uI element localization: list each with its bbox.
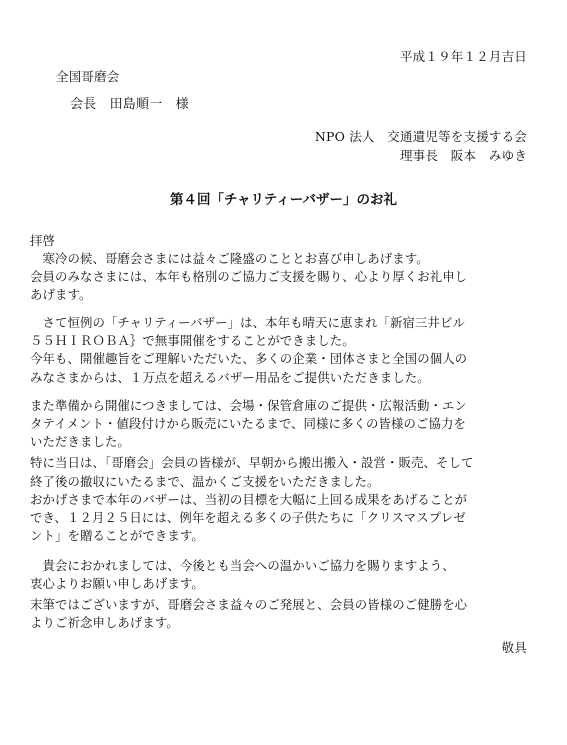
body-line: さて恒例の「チャリティーバザー」は、本年も晴天に恵まれ「新宿三井ビル xyxy=(30,315,465,330)
body-line: また準備から開催につきましては、会場・保管倉庫のご提供・広報活動・エン xyxy=(30,398,467,413)
body-line: 終了後の撤収にいたるまで、温かくご支援をいただきました。 xyxy=(30,474,380,489)
closing: 敬具 xyxy=(501,640,527,655)
body-line: 拝啓 xyxy=(30,233,55,248)
recipient-organization: 全国哥磨会 xyxy=(56,69,120,84)
body-line: ５５ＨＩＲＯＢＡ｝で無事開催をすることができました。 xyxy=(30,333,355,348)
body-line: 末筆ではございますが、哥磨会さま益々のご発展と、会員の皆様のご健勝を心 xyxy=(30,597,468,612)
body-line: 特に当日は、「哥磨会」会員の皆様が、早朝から搬出搬入・設営・販売、そして xyxy=(30,455,474,470)
body-line: おかげさまで本年のバザーは、当初の目標を大幅に上回る成果をあげることが xyxy=(30,492,468,507)
body-line: いただきました。 xyxy=(30,434,130,449)
body-line: みなさまからは、１万点を超えるバザー用品をご提供いただきました。 xyxy=(30,370,430,385)
letter-date: 平成１９年１２月吉日 xyxy=(399,49,527,64)
body-line: あげます。 xyxy=(30,287,92,302)
letter-title: 第４回「チャリティーバザー」のお礼 xyxy=(169,192,398,208)
body-line: タテイメント・値段付けから販売にいたるまで、同様に多くの皆様のご協力を xyxy=(30,416,466,431)
body-line: ント」を贈ることができます。 xyxy=(30,528,204,543)
body-line: よりご祈念申しあげます。 xyxy=(30,615,179,630)
body-line: 衷心よりお願い申しあげます。 xyxy=(30,576,204,591)
sender-name: 理事長 阪本 みゆき xyxy=(399,148,527,163)
body-line: 貴会におかれましては、今後とも当会への温かいご協力を賜りますよう、 xyxy=(30,558,455,573)
body-line: 今年も、開催趣旨をご理解いただいた、多くの企業・団体さまと全国の個人の xyxy=(30,351,468,366)
body-line: 会員のみなさまには、本年も格別のご協力ご支援を賜り、心より厚くお礼申し xyxy=(30,269,468,284)
recipient-name: 会長 田島順一 様 xyxy=(70,97,189,112)
body-line: 寒冷の候、哥磨会さまには益々ご隆盛のこととお喜び申しあげます。 xyxy=(30,251,429,266)
sender-organization: NPO 法人 交通遺児等を支援する会 xyxy=(314,129,527,144)
body-line: でき、１２月２５日には、例年を超える多くの子供たちに「クリスマスプレゼ xyxy=(30,510,466,525)
